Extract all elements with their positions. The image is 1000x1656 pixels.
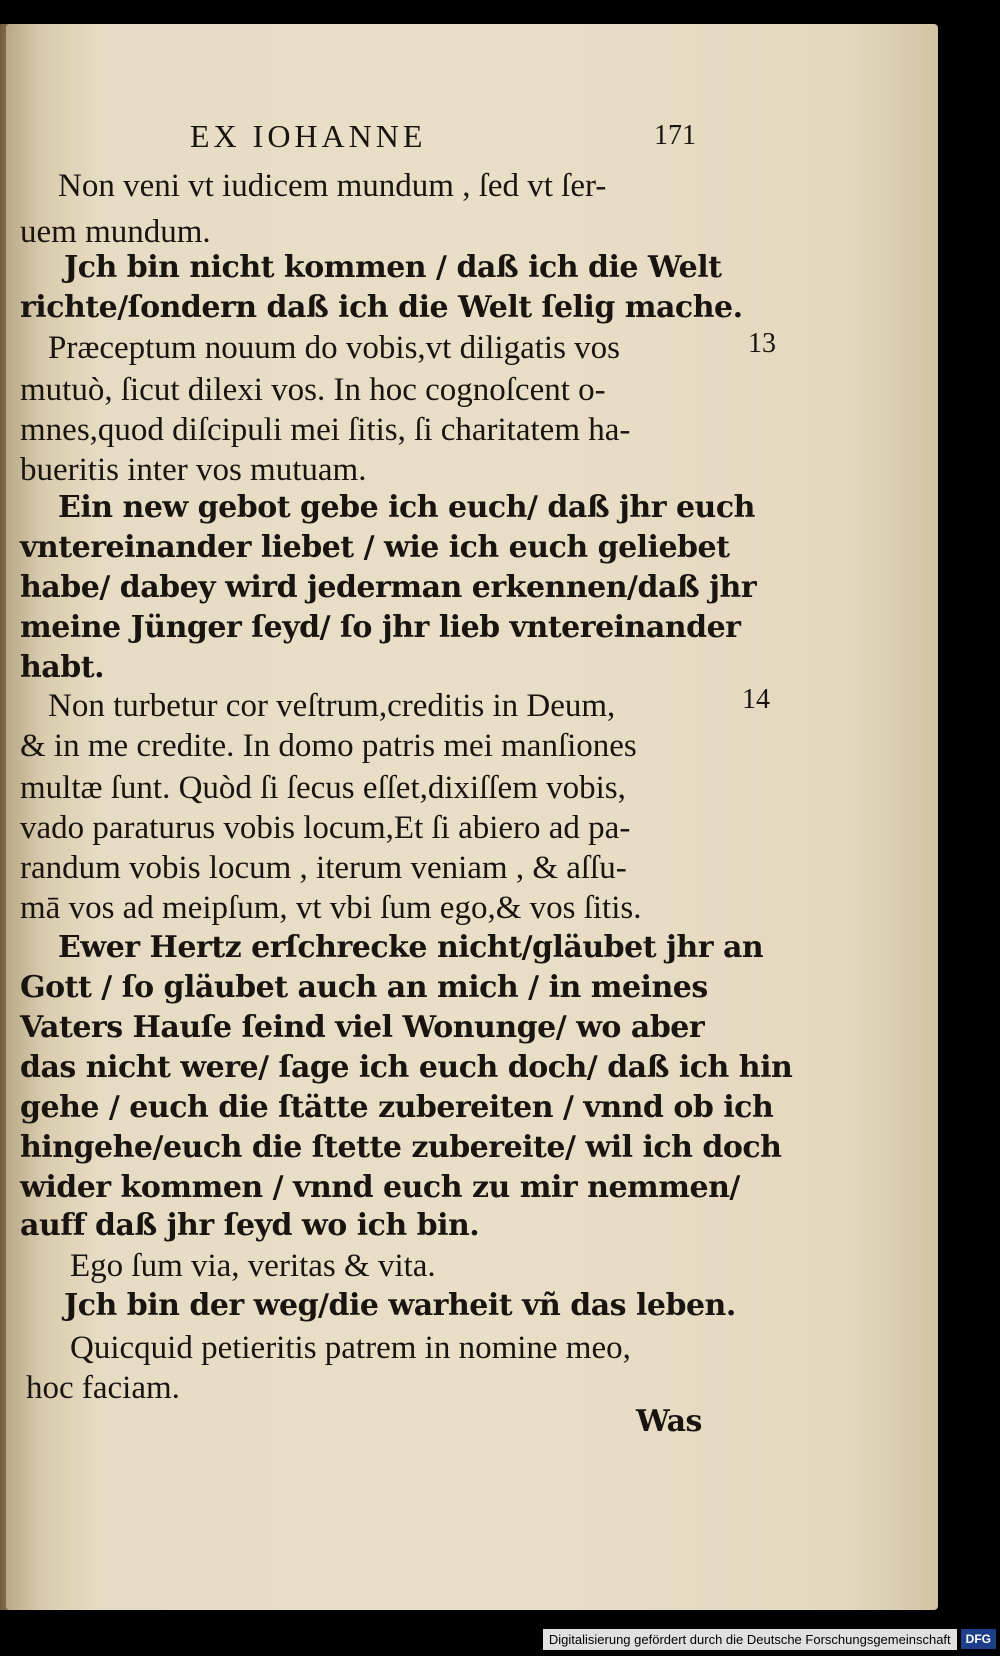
margin-note: 13 [748, 328, 776, 359]
text-line: Jch bin der weg/die warheit vñ das leben. [64, 1288, 736, 1323]
text-line: vntereinander liebet / wie ich euch geliebet [20, 530, 730, 565]
text-line: mnes,quod diſcipuli mei ſitis, ſi charitatem ha- [20, 412, 631, 448]
text-line: Ego ſum via, veritas & vita. [70, 1248, 436, 1284]
text-line: Gott / ſo gläubet auch an mich / in meines [20, 970, 708, 1005]
page-number: 171 [654, 120, 696, 151]
text-line: vado paraturus vobis locum,Et ſi abiero ad pa- [20, 810, 631, 846]
text-line: Quicquid petieritis patrem in nomine meo, [70, 1330, 631, 1366]
text-line: hoc faciam. [26, 1370, 180, 1406]
digitization-credit [543, 1626, 996, 1652]
text-line: multæ ſunt. Quòd ſi ſecus eſſet,dixiſſem vobis, [20, 770, 626, 806]
text-line: wider kommen / vnnd euch zu mir nemmen/ [20, 1170, 740, 1205]
text-line: & in me credite. In domo patris mei manſiones [20, 728, 637, 764]
text-line: Ewer Hertz erſchrecke nicht/gläubet jhr an [58, 930, 764, 965]
text-line: habt. [20, 650, 105, 685]
credit-text: Digitalisierung gefördert durch die Deutsche Forschungsgemeinschaft [543, 1629, 957, 1650]
text-line: hingehe/euch die ſtette zubereite/ wil ich doch [20, 1130, 782, 1165]
text-line: bueritis inter vos mutuam. [20, 452, 367, 488]
text-line: das nicht were/ ſage ich euch doch/ daß ich hin [20, 1050, 793, 1085]
text-line: mā vos ad meipſum, vt vbi ſum ego,& vos ſitis. [20, 890, 642, 926]
text-line: gehe / euch die ſtätte zubereiten / vnnd ob ich [20, 1090, 774, 1125]
text-line: Vaters Hauſe ſeind viel Wonunge/ wo aber [20, 1010, 705, 1045]
running-title: EX IOHANNE [190, 118, 427, 154]
text-line: auff daß jhr ſeyd wo ich bin. [20, 1208, 480, 1243]
text-line: habe/ dabey wird jederman erkennen/daß jhr [20, 570, 757, 605]
text-line: uem mundum. [20, 214, 211, 250]
text-line: Ein new gebot gebe ich euch/ daß jhr euch [58, 490, 755, 525]
margin-note: 14 [742, 684, 770, 715]
dfg-logo: DFG [961, 1629, 996, 1649]
text-line: Præceptum nouum do vobis,vt diligatis vos [48, 330, 621, 366]
text-line: randum vobis locum , iterum veniam , & aſſu- [20, 850, 627, 886]
text-line: Non turbetur cor veſtrum,creditis in Deum, [48, 688, 616, 724]
text-line: richte/ſondern daß ich die Welt ſelig mache. [20, 290, 743, 325]
text-line: meine Jünger ſeyd/ ſo jhr lieb vntereinander [20, 610, 741, 645]
text-line: mutuò, ſicut dilexi vos. In hoc cognoſcent o- [20, 372, 606, 408]
text-line: Jch bin nicht kommen / daß ich die Welt [64, 250, 722, 285]
text-line: Non veni vt iudicem mundum , ſed vt ſer- [58, 168, 607, 204]
text-line: Was [636, 1404, 702, 1439]
